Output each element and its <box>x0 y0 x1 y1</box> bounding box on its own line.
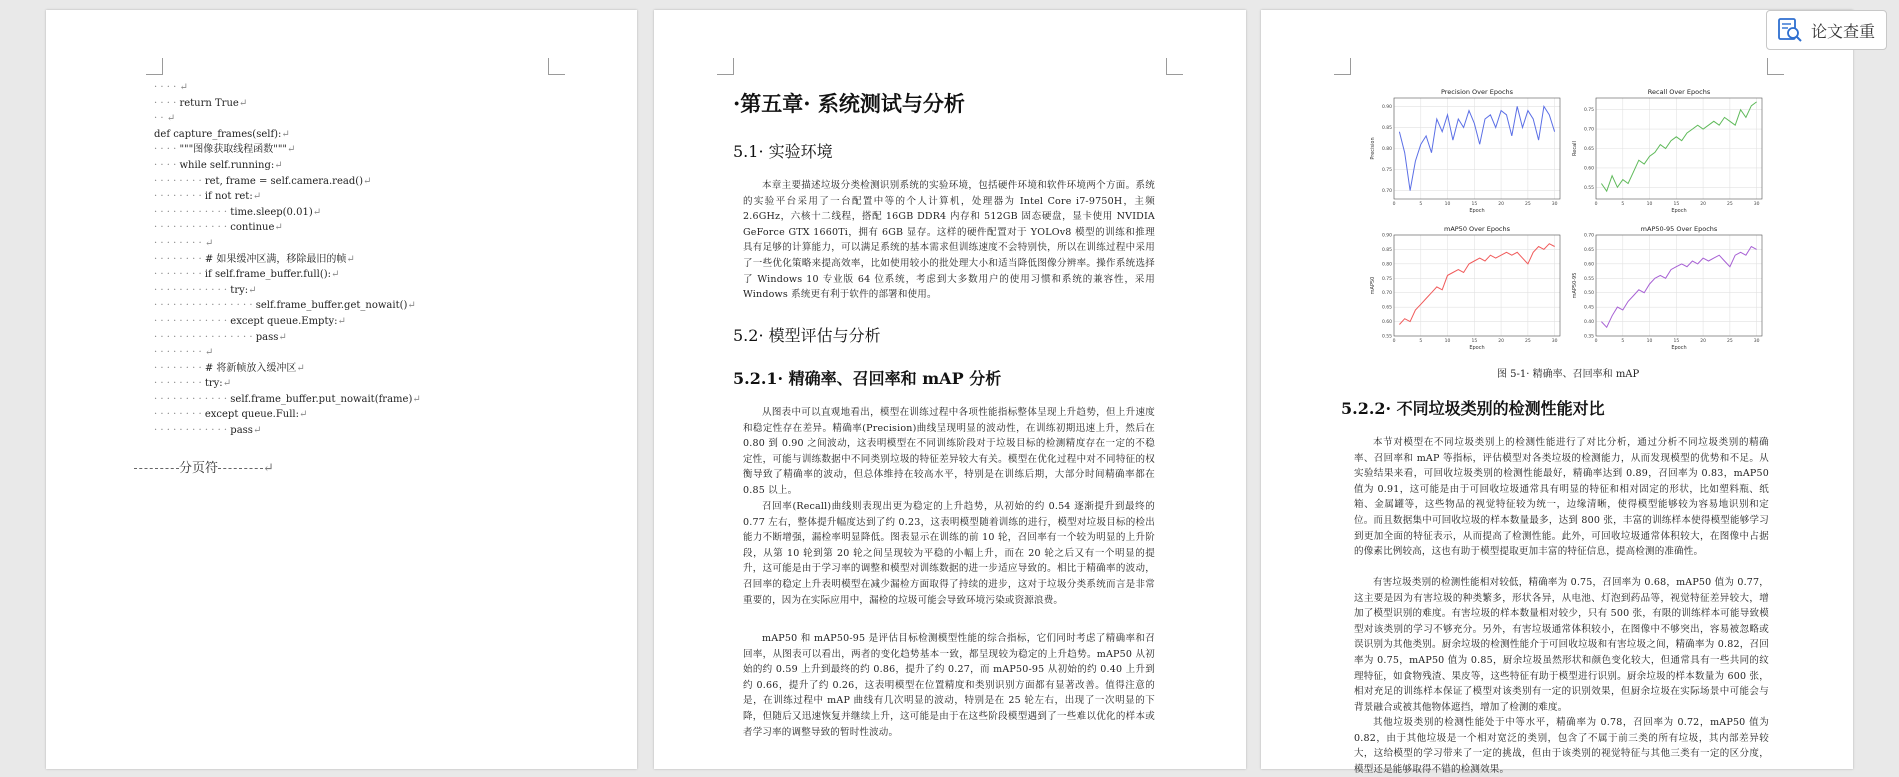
code-text: except queue.Empty: <box>230 315 338 327</box>
chart-title: Precision Over Epochs <box>1440 88 1514 96</box>
indent-marks: · · · · · · · · · · · · <box>154 315 231 327</box>
paragraph-mark: ↵ <box>346 253 355 265</box>
indent-marks: · · · · · · · · <box>154 191 205 203</box>
code-line <box>154 96 421 112</box>
paragraph-class-other: 其他垃圾类别的检测性能处于中等水平，精确率为 0.78，召回率为 0.72，mAP50 值为 0.82，由于其他垃圾是一个相对宽泛的类别，包含了不属于前三类的所有垃圾，其内部差异较大，这给模型的学习带来了一定的挑战，但由于该类别的视觉特征与其他三类有一定的区分度，模型还是能够取得不错的检测效果。 <box>1354 717 1769 775</box>
x-tick-label: 20 <box>1498 202 1504 207</box>
y-tick-label: 0.35 <box>1583 334 1594 340</box>
code-line <box>154 423 421 439</box>
x-tick-label: 30 <box>1753 339 1760 344</box>
indent-marks: · · · · <box>154 144 180 156</box>
series-line <box>1399 244 1554 325</box>
indent-marks: · · · · · · · · <box>154 175 205 187</box>
chart-precision <box>1368 86 1568 221</box>
code-line <box>154 220 421 236</box>
code-text: continue <box>230 222 275 234</box>
map50-chart-svg <box>1368 223 1568 358</box>
code-line <box>154 407 421 423</box>
indent-marks: · · · · · · · · · · · · · · · · <box>154 300 256 312</box>
margin-corner-top-left <box>146 58 163 75</box>
indent-marks: · · · · · · · · <box>154 409 205 421</box>
indent-marks: · · · · · · · · <box>154 253 205 265</box>
document-page-2 <box>654 10 1246 769</box>
y-tick-label: 0.65 <box>1583 147 1594 152</box>
y-tick-label: 0.85 <box>1381 125 1392 131</box>
y-axis-label: mAP50 <box>1370 276 1376 295</box>
code-line <box>154 376 421 392</box>
plot-frame <box>1596 235 1762 336</box>
code-line <box>154 236 421 252</box>
x-tick-label: 0 <box>1594 339 1598 344</box>
code-text: try: <box>204 378 223 390</box>
y-tick-label: 0.90 <box>1381 104 1392 110</box>
code-text: return True <box>179 97 239 109</box>
paragraph-mark: ↵ <box>204 237 214 249</box>
paragraph-class-recyclable: 本节对模型在不同垃圾类别上的检测性能进行了对比分析，通过分析不同垃圾类别的精确率、召回率和 mAP 等指标，评估模型对各类垃圾的检测能力，从而发现模型的优势和不足。从实验结果来看，可回收垃圾类别的检测性能最好，精确率达到 0.89，召回率为 0.83，mAP50 值为 0.91，这可能是由于可回收垃圾通常具有明显的特征和相对固定的形状，比如塑料瓶、纸箱、金属罐等，这些物品的视觉特征较为统一，边缘清晰，使得模型能够较为容易地识别和定位。而且数据集中可回收垃圾的样本数量最多，达到 800 张，丰富的训练样本使得模型能够学习到更加全面的特征表示，从而提高了检测性能。此外，可回收垃圾通常体积较大，在图像中占据的像素比例较高，这也有助于模型提取更加丰富的特征信息，提高检测的准确性。 <box>1354 437 1769 558</box>
paragraph-mark: ↵ <box>281 128 290 140</box>
x-axis-label: Epoch <box>1671 208 1687 214</box>
margin-corner-top-left <box>717 58 734 75</box>
code-listing <box>154 80 421 439</box>
paragraph-mark: ↵ <box>252 425 262 437</box>
section-title-5-1: 5.1· 实验环境 <box>733 142 833 161</box>
y-tick-label: 0.55 <box>1583 185 1594 191</box>
code-text: self.frame_buffer.get_nowait() <box>255 300 408 312</box>
x-axis-label: Epoch <box>1469 208 1485 214</box>
paragraph-mark: ↵ <box>274 222 283 234</box>
paper-check-button[interactable] <box>1766 10 1887 50</box>
paper-check-label: 论文查重 <box>1811 21 1876 41</box>
x-tick-label: 25 <box>1727 202 1733 207</box>
x-tick-label: 15 <box>1471 202 1478 207</box>
chart-map50-95 <box>1570 223 1770 358</box>
y-axis-label: Recall <box>1572 141 1578 156</box>
y-tick-label: 0.70 <box>1381 189 1392 195</box>
paragraph-mark: ↵ <box>278 331 287 343</box>
paragraph-precision: 从图表中可以直观地看出，模型在训练过程中各项性能指标整体呈现上升趋势，但上升速度和稳定性存在差异。精确率(Precision)曲线呈现明显的波动性，在训练初期迅速上升，然后在 0.80 到 0.90 之间波动，这表明模型在不同训练阶段对于垃圾目标的检测精度存在一定的不稳定性，可能与训练数据中不同类别垃圾的特征差异较大有关。模型在优化过程中对不同特征的权衡导致了精确率的波动，但总体维持在较高水平，特别是在训练后期，大部分时间精确率都在 0.85 以上。 <box>743 407 1155 496</box>
y-tick-label: 0.60 <box>1583 262 1594 268</box>
margin-corner-top-right <box>1166 58 1183 75</box>
x-tick-label: 10 <box>1646 202 1653 207</box>
page-break-label: 分页符 <box>179 461 219 476</box>
paragraph-mark: ↵ <box>274 159 283 171</box>
x-tick-label: 25 <box>1525 339 1531 344</box>
y-tick-label: 0.65 <box>1583 247 1594 253</box>
code-text: """图像获取线程函数""" <box>179 144 288 156</box>
y-tick-label: 0.55 <box>1583 276 1594 282</box>
code-text: pass <box>255 331 279 343</box>
code-line <box>154 314 421 330</box>
code-line <box>154 111 421 127</box>
document-page-3 <box>1261 10 1853 775</box>
code-line <box>154 174 421 190</box>
x-tick-label: 30 <box>1551 339 1558 344</box>
paragraph-recall: 召回率(Recall)曲线则表现出更为稳定的上升趋势，从初始的约 0.54 逐渐提升到最终的 0.77 左右，整体提升幅度达到了约 0.23，这表明模型随着训练的进行，模型对垃圾目标的检出能力不断增强，漏检率明显降低。图表显示在训练的前 10 轮，召回率有一个较为明显的上升阶段，从第 10 轮到第 20 轮之间呈现较为平稳的小幅上升，而在 20 轮之后又有一个明显的提升，这可能是由于学习率的调整和模型对训练数据的进一步适应导致的。相比于精确率的波动，召回率的稳定上升表明模型在减少漏检方面取得了持续的进步，这对于垃圾分类系统而言是非常重要的，因为在实际应用中，漏检的垃圾可能会导致环境污染或资源浪费。 <box>743 501 1155 606</box>
paragraph-mark: ↵ <box>252 191 262 203</box>
map50-95-chart-svg <box>1570 223 1770 358</box>
y-tick-label: 0.70 <box>1583 127 1594 133</box>
chart-title: Recall Over Epochs <box>1647 88 1711 96</box>
x-tick-label: 30 <box>1753 202 1760 207</box>
y-tick-label: 0.80 <box>1381 147 1392 152</box>
x-tick-label: 15 <box>1471 339 1478 344</box>
section-title-5-2-2: 5.2.2· 不同垃圾类别的检测性能对比 <box>1341 399 1605 418</box>
x-tick-label: 15 <box>1673 339 1680 344</box>
indent-marks: · · · · · · · · <box>154 237 205 249</box>
chart-map50 <box>1368 223 1568 358</box>
paragraph-mark: ↵ <box>298 409 308 421</box>
paragraph-mark: ↵ <box>204 347 214 359</box>
code-text: if self.frame_buffer.full(): <box>204 269 331 281</box>
indent-marks: · · · · · · · · · · · · <box>154 222 231 234</box>
document-page-1 <box>46 10 637 769</box>
indent-marks: · · <box>154 113 167 125</box>
page-break-marker: 分页符 ↵ <box>134 457 274 476</box>
document-search-icon <box>1777 17 1803 43</box>
paragraph-mark: ↵ <box>412 393 421 405</box>
code-line <box>154 205 421 221</box>
code-text: try: <box>230 284 249 296</box>
code-text: def capture_frames(self): <box>154 128 282 140</box>
x-tick-label: 5 <box>1621 202 1625 207</box>
x-axis-label: Epoch <box>1469 345 1485 351</box>
code-text: except queue.Full: <box>204 409 299 421</box>
indent-marks: · · · · · · · · · · · · <box>154 284 231 296</box>
paragraph-mark: ↵ <box>248 284 257 296</box>
code-line <box>154 283 421 299</box>
y-tick-label: 0.60 <box>1583 166 1594 172</box>
indent-marks: · · · · · · · · · · · · <box>154 425 231 437</box>
x-tick-label: 10 <box>1444 339 1451 344</box>
code-text: # 将新帧放入缓冲区 <box>204 362 297 374</box>
indent-marks: · · · · <box>154 159 180 171</box>
x-tick-label: 0 <box>1392 339 1396 344</box>
x-tick-label: 10 <box>1646 339 1653 344</box>
x-tick-label: 20 <box>1498 339 1504 344</box>
chart-title: mAP50 Over Epochs <box>1443 225 1511 233</box>
x-tick-label: 20 <box>1700 202 1706 207</box>
paragraph-mark: ↵ <box>312 206 322 218</box>
code-line <box>154 252 421 268</box>
y-tick-label: 0.90 <box>1381 233 1392 239</box>
y-tick-label: 0.70 <box>1583 233 1594 239</box>
indent-marks: · · · · · · · · · · · · <box>154 206 231 218</box>
x-tick-label: 0 <box>1392 202 1396 207</box>
series-line <box>1601 247 1756 328</box>
paragraph-mark: ↵ <box>179 82 188 93</box>
y-tick-label: 0.80 <box>1381 262 1392 268</box>
code-line <box>154 361 421 377</box>
section-title-5-2: 5.2· 模型评估与分析 <box>733 326 881 345</box>
code-line <box>154 142 421 158</box>
y-tick-label: 0.60 <box>1381 320 1392 326</box>
x-tick-label: 30 <box>1551 202 1558 207</box>
y-tick-label: 0.50 <box>1583 291 1594 297</box>
x-tick-label: 5 <box>1621 339 1625 344</box>
y-tick-label: 0.75 <box>1583 108 1594 114</box>
paragraph-mark: ↵ <box>287 144 296 156</box>
code-line <box>154 345 421 361</box>
paragraph-mark: ↵ <box>222 378 232 390</box>
series-line <box>1601 102 1756 191</box>
y-tick-label: 0.55 <box>1381 334 1392 340</box>
section-title-5-2-1: 5.2.1· 精确率、召回率和 mAP 分析 <box>733 369 1002 388</box>
indent-marks: · · · · <box>154 97 180 109</box>
x-axis-label: Epoch <box>1671 345 1687 351</box>
x-tick-label: 10 <box>1444 202 1451 207</box>
paragraph-mark: ↵ <box>337 315 346 327</box>
chart-recall <box>1570 86 1770 221</box>
code-line <box>154 127 421 143</box>
paragraph-mark: ↵ <box>331 269 340 281</box>
code-text: pass <box>230 425 253 437</box>
margin-corner-top-left <box>1334 58 1351 75</box>
paragraph-mark: ↵ <box>238 97 248 109</box>
figure-caption: 图 5-1· 精确率、召回率和 mAP <box>1497 369 1640 380</box>
y-tick-label: 0.40 <box>1583 320 1594 326</box>
code-line <box>154 158 421 174</box>
code-text: self.frame_buffer.put_nowait(frame) <box>230 393 413 405</box>
code-text: # 如果缓冲区满，移除最旧的帧 <box>204 253 347 265</box>
x-tick-label: 20 <box>1700 339 1706 344</box>
chapter-title: ·第五章· 系统测试与分析 <box>733 91 965 116</box>
x-tick-label: 25 <box>1525 202 1531 207</box>
code-line <box>154 189 421 205</box>
code-text: while self.running: <box>179 159 275 171</box>
indent-marks: · · · · <box>154 82 180 93</box>
x-tick-label: 0 <box>1594 202 1598 207</box>
x-tick-label: 5 <box>1419 339 1423 344</box>
precision-chart-svg <box>1368 86 1568 221</box>
paragraph-mark: ↵ <box>166 113 176 125</box>
x-tick-label: 25 <box>1727 339 1733 344</box>
margin-corner-top-right <box>1767 58 1784 75</box>
code-line <box>154 330 421 346</box>
paragraph-class-hazardous: 有害垃圾类别的检测性能相对较低，精确率为 0.75，召回率为 0.68，mAP50 值为 0.77，这主要是因为有害垃圾的种类繁多，形状各异，从电池、灯泡到药品等，视觉特征差异较大，增加了模型识别的难度。有害垃圾的样本数量相对较少，只有 500 张，有限的训练样本可能导致模型对该类别的学习不够充分。另外，有害垃圾通常体积较小，在图像中不够突出，容易被忽略或误识别为其他类别。厨余垃圾的检测性能介于可回收垃圾和有害垃圾之间，精确率为 0.82，召回率为 0.75，mAP50 值为 0.85，厨余垃圾虽然形状和颜色变化较大，但通常具有一些共同的纹理特征，如食物残渣、果皮等，这些特征有助于模型进行识别。厨余垃圾的样本数量为 600 张，相对充足的训练样本保证了模型对该类别有一定的识别效果，但厨余垃圾在实际场景中可能会与背景融合或被其他物体遮挡，增加了检测的难度。 <box>1354 577 1769 713</box>
paragraph-mark: ↵ <box>363 175 372 187</box>
code-text: time.sleep(0.01) <box>230 206 313 218</box>
y-tick-label: 0.70 <box>1381 291 1392 297</box>
paragraph-mark: ↵ <box>296 362 305 374</box>
y-tick-label: 0.45 <box>1583 305 1594 311</box>
indent-marks: · · · · · · · · <box>154 347 205 359</box>
indent-marks: · · · · · · · · <box>154 269 205 281</box>
x-tick-label: 15 <box>1673 202 1680 207</box>
margin-corner-top-right <box>548 58 565 75</box>
recall-chart-svg <box>1570 86 1770 221</box>
code-text: ret, frame = self.camera.read() <box>204 175 364 187</box>
code-line <box>154 298 421 314</box>
y-tick-label: 0.85 <box>1381 247 1392 253</box>
code-line <box>154 80 421 96</box>
indent-marks: · · · · · · · · <box>154 362 205 374</box>
y-axis-label: Precision <box>1370 137 1376 160</box>
paragraph-experiment-environment: 本章主要描述垃圾分类检测识别系统的实验环境，包括硬件环境和软件环境两个方面。系统的实验平台采用了一台配置中等的个人计算机，处理器为 Intel Core i7-9750H，主频 2.6GHz，六核十二线程，搭配 16GB DDR4 内存和 512GB 固态硬盘，显卡使用 NVIDIA GeForce GTX 1660Ti，拥有 6GB 显存。这样的硬件配置对于 YOLOv8 模型的训练和推理具有足够的计算能力，可以满足系统的基本需求但训练速度不会特别快，所以在训练过程中采用了一些优化策略来提高效率，比如使用较小的批处理大小和适当降低图像分辨率。操作系统选择了 Windows 10 专业版 64 位系统，考虑到大多数用户的使用习惯和系统的兼容性，采用 Windows 系统更有利于软件的部署和使用。 <box>743 180 1155 301</box>
y-tick-label: 0.65 <box>1381 305 1392 311</box>
paragraph-mark: ↵ <box>407 300 416 312</box>
indent-marks: · · · · · · · · · · · · · · · · <box>154 331 256 343</box>
code-line <box>154 267 421 283</box>
y-tick-label: 0.75 <box>1381 276 1392 282</box>
code-line <box>154 392 421 408</box>
x-tick-label: 5 <box>1419 202 1423 207</box>
indent-marks: · · · · · · · · · · · · <box>154 393 231 405</box>
paragraph-map: mAP50 和 mAP50-95 是评估目标检测模型性能的综合指标，它们同时考虑了精确率和召回率，从图表可以看出，两者的变化趋势基本一致，都呈现较为稳定的上升趋势。mAP50 从初始的约 0.59 上升到最终的约 0.86，提升了约 0.27，而 mAP50-95 从初始的约 0.40 上升到约 0.66，提升了约 0.26，这表明模型在位置精度和类别识别方面都有显著改善。值得注意的是，在训练过程中 mAP 曲线有几次明显的波动，特别是在 25 轮左右，出现了一次明显的下降，但随后又迅速恢复并继续上升，这可能是由于在这些阶段模型遇到了一些难以优化的样本或者学习率的调整导致的暂时性波动。 <box>743 633 1155 738</box>
y-tick-label: 0.75 <box>1381 168 1392 174</box>
code-text: if not ret: <box>204 191 253 203</box>
chart-title: mAP50-95 Over Epochs <box>1640 225 1718 233</box>
indent-marks: · · · · · · · · <box>154 378 205 390</box>
y-axis-label: mAP50-95 <box>1572 272 1578 299</box>
